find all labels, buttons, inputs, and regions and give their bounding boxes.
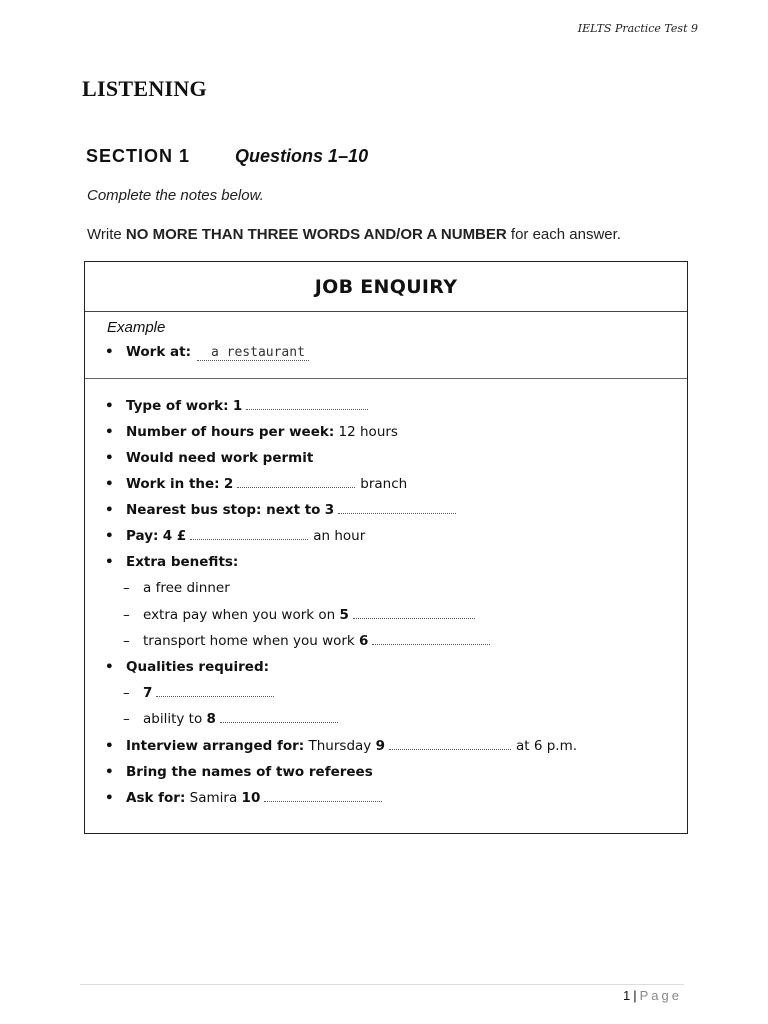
dash: – [123, 580, 130, 596]
item-label: Pay: [126, 528, 159, 544]
item-label: Interview arranged for: [126, 738, 305, 754]
quality-sub-2 [123, 711, 343, 727]
item-benefits [105, 554, 238, 570]
answer-blank-9[interactable] [389, 739, 511, 750]
bullet: • [105, 790, 114, 806]
page-title: LISTENING [82, 76, 207, 101]
item-text: Thursday [308, 738, 372, 754]
sub-text: transport home when you work [143, 633, 355, 649]
question-number: 10 [241, 790, 261, 806]
question-number: 9 [375, 738, 385, 754]
bullet: • [105, 659, 114, 675]
example-label: Example [107, 319, 166, 336]
item-text: Samira [189, 790, 238, 806]
answer-blank-5[interactable] [353, 608, 475, 619]
instruction-line-1: Complete the notes below. [87, 187, 264, 204]
answer-blank-6[interactable] [372, 634, 490, 645]
item-label: Would need work permit [126, 450, 314, 466]
question-number: 4 £ [162, 528, 187, 544]
example-item-label: Work at: [126, 344, 191, 360]
example-row [85, 311, 687, 379]
page-number [623, 988, 682, 1003]
sub-text: ability to [143, 711, 203, 727]
notes-box [84, 261, 688, 834]
bullet: • [105, 738, 114, 754]
bullet: • [105, 528, 114, 544]
bullet: • [105, 344, 114, 360]
dash: – [123, 711, 130, 727]
bullet: • [105, 398, 114, 414]
item-label: Number of hours per week: [126, 424, 335, 440]
section-questions: Questions 1–10 [235, 146, 369, 166]
answer-blank-10[interactable] [264, 791, 382, 802]
item-label: Extra benefits: [126, 554, 239, 570]
item-label: Work in the: [126, 476, 220, 492]
question-number: 2 [223, 476, 234, 492]
bullet: • [105, 450, 114, 466]
bullet: • [105, 424, 114, 440]
dash: – [123, 607, 130, 623]
benefit-sub-1 [123, 580, 230, 596]
item-pay [105, 528, 365, 544]
item-type-of-work [105, 398, 373, 414]
dash: – [123, 633, 130, 649]
notes-title: JOB ENQUIRY [314, 275, 458, 298]
sub-text: extra pay when you work on [143, 607, 336, 623]
benefit-sub-2 [123, 607, 480, 623]
item-after: branch [360, 476, 408, 492]
item-value: 12 hours [338, 424, 398, 440]
answer-blank-4[interactable] [190, 529, 308, 540]
answer-blank-8[interactable] [220, 712, 338, 723]
question-number: 7 [143, 685, 153, 701]
quality-sub-1 [123, 685, 279, 701]
item-ask-for [105, 790, 387, 806]
section-heading [86, 146, 368, 167]
question-number: 3 [324, 502, 335, 518]
bullet: • [105, 502, 114, 518]
item-label: Ask for: [126, 790, 186, 806]
item-bus-stop [105, 502, 461, 518]
page-separator: | [633, 988, 637, 1003]
notes-title-row [85, 262, 687, 312]
dash: – [123, 685, 130, 701]
footer-rule [80, 984, 684, 985]
bullet: • [105, 764, 114, 780]
bullet: • [105, 554, 114, 570]
header-note: IELTS Practice Test 9 [577, 22, 698, 35]
question-number: 8 [206, 711, 216, 727]
sub-text: a free dinner [143, 580, 230, 596]
item-interview [105, 738, 577, 754]
item-hours [105, 424, 398, 440]
instruction-post: for each answer. [506, 226, 621, 243]
item-label: Type of work: [126, 398, 229, 414]
page-word: Page [639, 988, 682, 1003]
item-permit [105, 450, 313, 466]
section-label: SECTION 1 [86, 146, 191, 166]
example-item [105, 344, 309, 361]
item-referees [105, 764, 373, 780]
answer-blank-3[interactable] [338, 503, 456, 514]
question-number: 5 [339, 607, 349, 623]
question-number: 6 [359, 633, 369, 649]
item-label: Nearest bus stop: next to [126, 502, 321, 518]
page-number-value: 1 [623, 988, 631, 1003]
instruction-line-2 [87, 226, 621, 243]
instruction-pre: Write [87, 226, 126, 243]
item-label: Bring the names of two referees [126, 764, 373, 780]
item-label: Qualities required: [126, 659, 270, 675]
answer-blank-1[interactable] [246, 399, 368, 410]
bullet: • [105, 476, 114, 492]
instruction-emphasis: NO MORE THAN THREE WORDS AND/OR A NUMBER [125, 226, 507, 243]
benefit-sub-3 [123, 633, 495, 649]
answer-blank-2[interactable] [237, 477, 355, 488]
item-work-in [105, 476, 407, 492]
example-answer: a restaurant [197, 345, 309, 361]
item-qualities [105, 659, 269, 675]
item-after: at 6 p.m. [515, 738, 578, 754]
question-number: 1 [232, 398, 243, 414]
item-after: an hour [313, 528, 366, 544]
answer-blank-7[interactable] [156, 686, 274, 697]
